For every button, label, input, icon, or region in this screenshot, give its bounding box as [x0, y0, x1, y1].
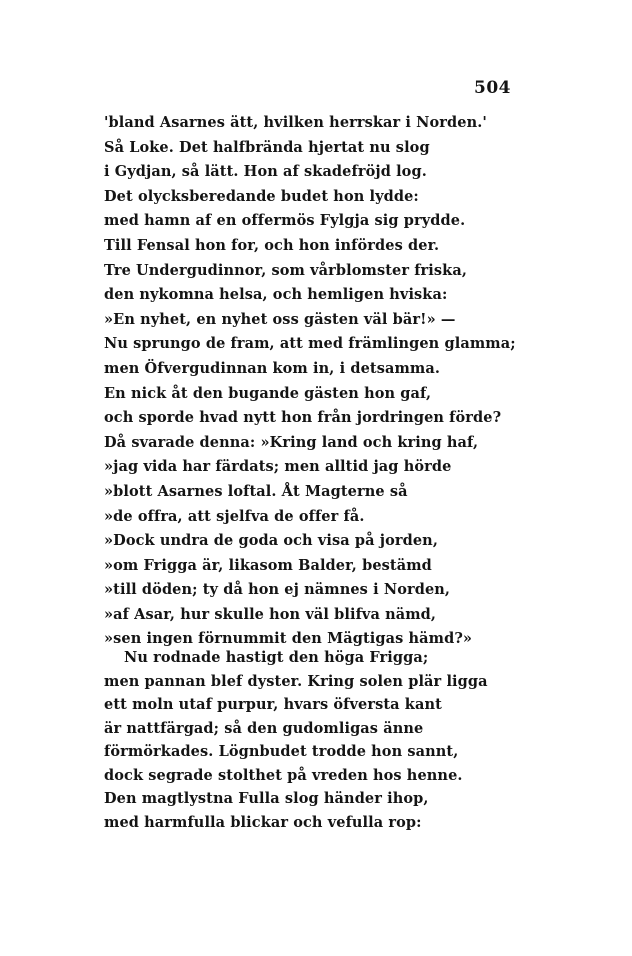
verse-line: »till döden; ty då hon ej nämnes i Norden,: [104, 581, 451, 599]
verse-line: Till Fensal hon for, och hon infördes der.: [104, 236, 440, 254]
verse-line: och sporde hvad nytt hon från jordringen förde?: [104, 409, 502, 427]
verse-line: En nick åt den bugande gästen hon gaf,: [104, 384, 432, 402]
verse-line: men Öfvergudinnan kom in, i detsamma.: [104, 359, 440, 377]
verse-line: men pannan blef dyster. Kring solen plär ligga: [104, 672, 488, 690]
verse-line: »blott Asarnes loftal. Åt Magterne så: [104, 482, 408, 500]
verse-line: »om Frigga är, likasom Balder, bestämd: [104, 556, 432, 574]
verse-line: dock segrade stolthet på vreden hos henne.: [104, 766, 463, 784]
verse-line: ett moln utaf purpur, hvars öfversta kant: [104, 696, 442, 713]
verse-line: med hamn af en offermös Fylgja sig prydde.: [104, 212, 466, 230]
verse-line: »En nyhet, en nyhet oss gästen väl bär!» —: [104, 310, 456, 328]
verse-line: »af Asar, hur skulle hon väl blifva nämd,: [104, 605, 437, 623]
verse-line: Det olycksberedande budet hon lydde:: [104, 187, 419, 205]
verse-line: är nattfärgad; så den gudomligas änne: [104, 719, 424, 737]
verse-line: Den magtlystna Fulla slog händer ihop,: [104, 790, 429, 807]
verse-line: »Dock undra de goda och visa på jorden,: [104, 532, 438, 550]
verse-line: den nykomna helsa, och hemligen hviska:: [104, 286, 448, 304]
verse-line: med harmfulla blickar och vefulla rop:: [104, 813, 422, 831]
verse-line: Då svarade denna: »Kring land och kring haf,: [104, 433, 479, 451]
verse-line: »jag vida har färdats; men alltid jag hörde: [104, 458, 452, 476]
verse-line: Så Loke. Det halfbrända hjertat nu slog: [104, 138, 430, 156]
verse-line: i Gydjan, så lätt. Hon af skadefröjd log.: [104, 163, 427, 181]
page-number: 504: [474, 78, 511, 98]
verse-line: 'bland Asarnes ätt, hvilken herrskar i Norden.': [104, 114, 487, 131]
verse-line: »de offra, att sjelfva de offer få.: [104, 507, 365, 525]
verse-line: Nu rodnade hastigt den höga Frigga;: [124, 649, 429, 666]
verse-line: »sen ingen förnummit den Mägtigas hämd?»: [104, 630, 473, 648]
stanza-1: [104, 111, 516, 652]
verse-line: Nu sprungo de fram, att med främlingen glamma;: [104, 335, 516, 353]
stanza-2: [104, 646, 488, 834]
verse-line: Tre Undergudinnor, som vårblomster friska,: [104, 261, 467, 279]
verse-line: förmörkades. Lögnbudet trodde hon sannt,: [104, 743, 459, 760]
